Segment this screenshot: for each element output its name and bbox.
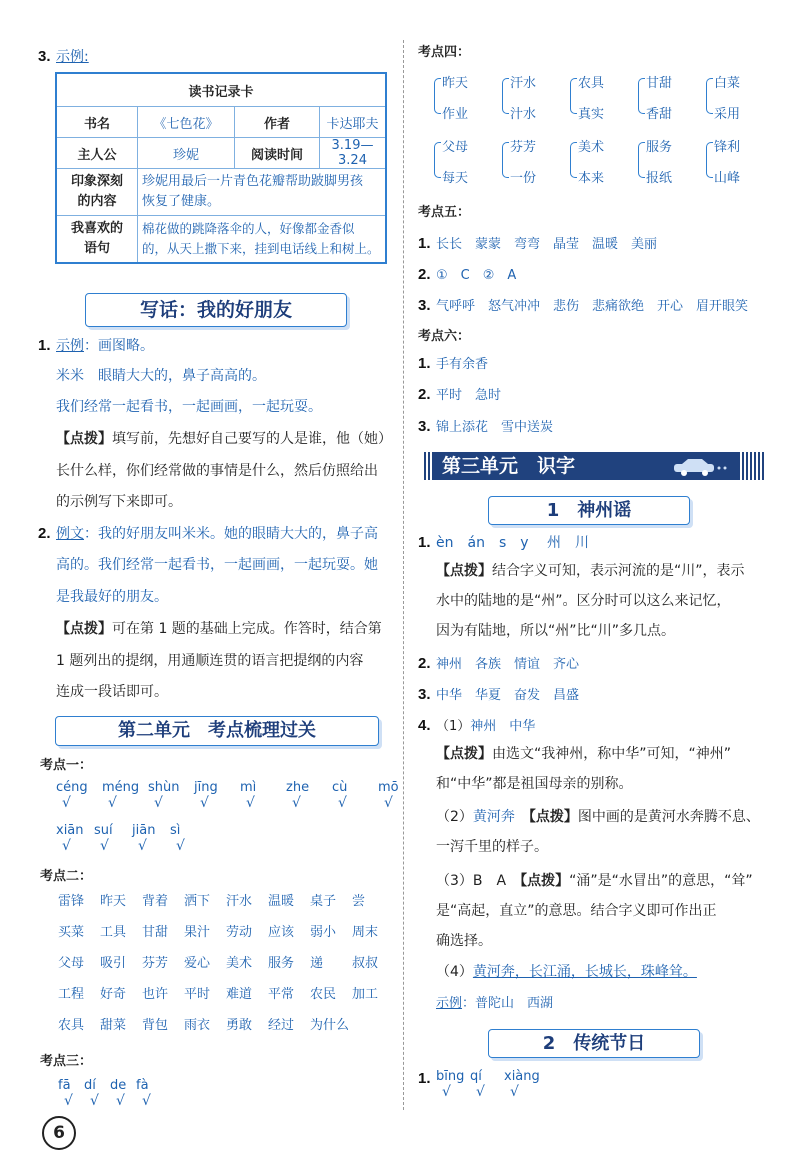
card-impress-value-1: 珍妮用最后一片青色花瓣帮助跛脚男孩	[142, 174, 364, 189]
kd4-word: 服务	[646, 140, 673, 155]
kd6-2: 平时 急时	[436, 388, 502, 403]
kd1-pinyin: jīng	[194, 780, 218, 795]
kd4-word: 汁水	[510, 107, 537, 122]
kd3-check-mark: √	[116, 1093, 125, 1109]
w1-head	[56, 337, 154, 355]
w1-tip-1: 填写前，先想好自己要写的人是谁，他（她）	[112, 431, 392, 447]
w2-line-2: 高的。我们经常一起看书，一起画画，一起玩耍。她	[56, 557, 378, 573]
kd2-word: 雨衣	[184, 1018, 211, 1033]
kd2-word: 好奇	[100, 987, 127, 1002]
kd4-word: 甘甜	[646, 76, 673, 91]
kd2-word: 昨天	[100, 894, 127, 909]
w2-line-3: 是我最好的朋友。	[56, 589, 168, 605]
kd4-word: 白菜	[714, 76, 741, 91]
kd6-2-number: 2.	[418, 386, 431, 403]
kd1-pinyin: mì	[240, 780, 257, 795]
card-author-value: 卡达耶夫	[320, 107, 387, 138]
s3-number: 3.	[418, 686, 431, 703]
kd2-word: 甘甜	[142, 925, 169, 940]
kd3-pinyin: de	[110, 1078, 127, 1093]
kd4-word: 美术	[578, 140, 605, 155]
kd1-check-mark: √	[176, 838, 185, 854]
s1-tip-line-1	[436, 562, 745, 580]
kd4-bracket	[706, 142, 713, 178]
kd4-label: 考点四：	[418, 45, 471, 60]
kd4-bracket	[502, 78, 509, 114]
kd5-1-number: 1.	[418, 235, 431, 252]
kd5-3-number: 3.	[418, 297, 431, 314]
s4-3-tip-line-3: 确选择。	[436, 933, 492, 949]
card-book-value: 《七色花》	[138, 107, 235, 138]
w1-tip-line-3: 的示例写下来即可。	[56, 494, 182, 510]
w2-number: 2.	[38, 525, 51, 542]
card-impress-label	[56, 169, 138, 216]
card-fav-value-1: 棉花做的跳降落伞的人，好像都金香似	[142, 221, 355, 236]
kd2-word: 农民	[310, 987, 337, 1002]
card-title: 读书记录卡	[56, 73, 386, 107]
kd3-check-mark: √	[90, 1093, 99, 1109]
s4-3-a: （3）B A	[436, 873, 507, 889]
column-divider	[403, 40, 404, 1110]
s4-2-tip-line-2: 一泻千里的样子。	[436, 839, 548, 855]
t1-check-mark: √	[442, 1084, 451, 1100]
s4-tip-line-2: 和“中华”都是祖国母亲的别称。	[436, 776, 633, 792]
kd6-1: 手有余香	[436, 357, 489, 372]
kd6-3-number: 3.	[418, 418, 431, 435]
t1-number: 1.	[418, 1070, 431, 1087]
kd2-word: 农具	[58, 1018, 85, 1033]
kd1-check-mark: √	[338, 795, 347, 811]
kd2-word: 甜菜	[100, 1018, 127, 1033]
card-fav-value-2: 的，从天上撒下来，挂到电话线上和树上。	[142, 241, 380, 256]
kd4-word: 锋利	[714, 140, 741, 155]
kd2-word: 周末	[352, 925, 379, 940]
kd2-word: 勇敢	[226, 1018, 253, 1033]
kd1-pinyin: cù	[332, 780, 348, 795]
reading-record-card	[55, 72, 387, 264]
kd1-check-mark: √	[62, 795, 71, 811]
kd1-check-mark: √	[100, 838, 109, 854]
w2-tip-1: 可在第 1 题的基础上完成。作答时，结合第	[112, 621, 382, 637]
w2-tip-tag: 【点拨】	[56, 621, 112, 637]
kd1-check-mark: √	[154, 795, 163, 811]
unit3-banner-title: 第三单元 识字	[442, 455, 576, 477]
s4-3-tip-tag: 【点拨】	[520, 873, 570, 889]
card-impress-label-2: 的内容	[77, 194, 117, 209]
card-author-label: 作者	[235, 107, 320, 138]
kd1-pinyin: mō	[378, 780, 399, 795]
s4-3-line-1	[436, 872, 753, 890]
kd2-word: 父母	[58, 956, 85, 971]
kd4-bracket	[570, 78, 577, 114]
kd4-word: 本来	[578, 171, 605, 186]
kd4-word: 采用	[714, 107, 741, 122]
s1-tip-tag: 【点拨】	[436, 563, 492, 579]
q3-number: 3.	[38, 48, 51, 65]
s4-2-line-1	[436, 808, 760, 826]
kd4-bracket	[706, 78, 713, 114]
kd2-word: 桌子	[310, 894, 337, 909]
w2-example-tag: 例文	[56, 526, 84, 542]
t1-check-mark: √	[510, 1084, 519, 1100]
kd4-word: 汗水	[510, 76, 537, 91]
card-impress-value	[138, 169, 387, 216]
kd4-bracket	[434, 142, 441, 178]
s4-1-a: （1）	[436, 719, 471, 734]
kd2-word: 美术	[226, 956, 253, 971]
kd5-label: 考点五：	[418, 205, 471, 220]
s4-3-tip-line-2: 是“高起，直立”的意思。结合字义即可作出正	[436, 903, 717, 919]
kd4-bracket	[434, 78, 441, 114]
card-hero-label: 主人公	[56, 138, 138, 169]
kd2-word: 吸引	[100, 956, 127, 971]
s4-2-tip-tag: 【点拨】	[528, 809, 578, 825]
s4-1-b: 神州 中华	[470, 719, 536, 734]
kd2-word: 汗水	[226, 894, 253, 909]
card-impress-value-2: 恢复了健康。	[142, 194, 221, 209]
kd2-word: 背着	[142, 894, 169, 909]
kd5-3: 气呼呼 怒气冲冲 悲伤 悲痛欲绝 开心 眉开眼笑	[436, 299, 749, 314]
kd3-label: 考点三：	[40, 1054, 93, 1069]
kd1-check-mark: √	[138, 838, 147, 854]
kd2-word: 工具	[100, 925, 127, 940]
kd2-word: 弱小	[310, 925, 337, 940]
kd1-pinyin: suí	[94, 823, 113, 838]
card-time-value: 3.19—3.24	[320, 138, 387, 169]
kd3-check-mark: √	[64, 1093, 73, 1109]
kd4-word: 芬芳	[510, 140, 537, 155]
kd2-word: 加工	[352, 987, 379, 1002]
t1-pinyin: qí	[470, 1069, 482, 1084]
car-icon	[672, 458, 728, 476]
s1-tip-line-2: 水中的陆地的是“州”。区分时可以这么来记忆，	[436, 593, 731, 609]
s1-tip-line-3: 因为有陆地，所以“州”比“川”多几点。	[436, 623, 676, 639]
kd5-1: 长长 蒙蒙 弯弯 晶莹 温暖 美丽	[436, 237, 658, 252]
kd1-pinyin: shùn	[148, 780, 180, 795]
card-fav-value	[138, 216, 387, 264]
w2-tip-line-2: 1 题列出的提纲，用通顺连贯的语言把提纲的内容	[56, 653, 364, 669]
kd4-word: 真实	[578, 107, 605, 122]
kd4-word: 香甜	[646, 107, 673, 122]
s4-3-tip-1: “涌”是“水冒出”的意思，“耸”	[569, 873, 753, 889]
kd3-pinyin: fà	[136, 1078, 149, 1093]
kd2-word: 也许	[142, 987, 169, 1002]
kd2-word: 雷锋	[58, 894, 85, 909]
unit3-banner-stripes-left	[424, 452, 432, 480]
kd1-pinyin: zhe	[286, 780, 310, 795]
kd1-pinyin: méng	[102, 780, 140, 795]
s2-number: 2.	[418, 655, 431, 672]
kd2-word: 爱心	[184, 956, 211, 971]
kd2-word: 工程	[58, 987, 85, 1002]
kd3-check-mark: √	[142, 1093, 151, 1109]
card-hero-value: 珍妮	[138, 138, 235, 169]
s1-tip-1: 结合字义可知，表示河流的是“川”，表示	[492, 563, 745, 579]
kd1-pinyin: sì	[170, 823, 181, 838]
t1-pinyin: bīng	[436, 1069, 465, 1084]
card-impress-label-1: 印象深刻	[70, 174, 123, 189]
unit3-banner-stripes-right	[738, 452, 764, 480]
w1-head-text: ：画图略。	[84, 338, 154, 354]
s4-4-b: 黄河奔，长江涌，长城长，珠峰耸。	[472, 964, 697, 980]
kd3-pinyin: dí	[84, 1078, 96, 1093]
kd2-word: 服务	[268, 956, 295, 971]
s4-number: 4.	[418, 717, 431, 734]
s4-tip-1: 由选文“我神州，称中华”可知，“神州”	[492, 746, 732, 762]
w1-example-tag: 示例	[56, 338, 84, 354]
card-fav-label	[56, 216, 138, 264]
kd2-word: 洒下	[184, 894, 211, 909]
card-fav-label-2: 语句	[83, 241, 110, 256]
kd5-2: ① C ② A	[436, 268, 517, 283]
s2: 神州 各族 情谊 齐心	[436, 657, 580, 672]
s4-tip-line-1	[436, 745, 731, 763]
s1-pinyin: èn án s y 州 川	[436, 535, 589, 551]
kd4-word: 农具	[578, 76, 605, 91]
s4-2-b: 黄河奔	[472, 809, 515, 825]
kd2-word: 果汁	[184, 925, 211, 940]
kd1-check-mark: √	[62, 838, 71, 854]
s4-2-tip-1: 图中画的是黄河水奔腾不息、	[577, 809, 760, 825]
card-time-label: 阅读时间	[235, 138, 320, 169]
w2-tip-line-1	[56, 620, 382, 638]
kd1-check-mark: √	[200, 795, 209, 811]
s4-example-line	[436, 995, 553, 1012]
kd4-word: 山峰	[714, 171, 741, 186]
kd2-word: 递	[310, 956, 324, 971]
kd5-2-number: 2.	[418, 266, 431, 283]
w1-tip-tag: 【点拨】	[56, 431, 112, 447]
kd4-word: 每天	[442, 171, 469, 186]
s4-1	[436, 718, 535, 735]
w1-line-2: 我们经常一起看书，一起画画，一起玩耍。	[56, 399, 322, 415]
w1-number: 1.	[38, 337, 51, 354]
unit3-banner-bar	[424, 452, 764, 480]
kd4-bracket	[570, 142, 577, 178]
s4-4-a: （4）	[436, 964, 473, 980]
kd4-word: 昨天	[442, 76, 469, 91]
kd4-bracket	[638, 78, 645, 114]
kd2-word: 买菜	[58, 925, 85, 940]
banner-writing: 写话：我的好朋友	[85, 293, 347, 327]
kd4-bracket	[638, 142, 645, 178]
s4-tip-tag: 【点拨】	[436, 746, 492, 762]
kd2-word: 难道	[226, 987, 253, 1002]
kd1-check-mark: √	[246, 795, 255, 811]
card-book-label: 书名	[56, 107, 138, 138]
kd6-label: 考点六：	[418, 329, 471, 344]
kd2-word: 叔叔	[352, 956, 379, 971]
kd6-3: 锦上添花 雪中送炭	[436, 420, 554, 435]
kd1-label: 考点一：	[40, 758, 93, 773]
kd1-pinyin: céng	[56, 780, 88, 795]
s4-4-line	[436, 963, 697, 981]
kd2-label: 考点二：	[40, 869, 93, 884]
q3-example-tag: 示例:	[56, 49, 89, 65]
t1-pinyin: xiàng	[504, 1069, 540, 1084]
w2-head	[56, 525, 378, 543]
s3: 中华 华夏 奋发 昌盛	[436, 688, 580, 703]
kd2-word: 平常	[268, 987, 295, 1002]
page-number: 6	[42, 1116, 76, 1150]
kd4-word: 报纸	[646, 171, 673, 186]
s1-number: 1.	[418, 534, 431, 551]
kd1-pinyin: jiān	[132, 823, 156, 838]
w2-line-1: ：我的好朋友叫米米。她的眼睛大大的，鼻子高	[84, 526, 378, 542]
kd1-check-mark: √	[108, 795, 117, 811]
w1-tip-line-2: 长什么样，你们经常做的事情是什么，然后仿照给出	[56, 463, 378, 479]
banner-unit2: 第二单元 考点梳理过关	[55, 716, 379, 746]
kd1-check-mark: √	[384, 795, 393, 811]
kd1-check-mark: √	[292, 795, 301, 811]
kd4-word: 一份	[510, 171, 537, 186]
card-fav-label-1: 我喜欢的	[70, 221, 123, 236]
kd2-word: 平时	[184, 987, 211, 1002]
kd4-word: 父母	[442, 140, 469, 155]
kd3-pinyin: fā	[58, 1078, 71, 1093]
kd2-word: 为什么	[310, 1018, 350, 1033]
kd2-word: 应该	[268, 925, 295, 940]
kd1-pinyin: xiān	[56, 823, 84, 838]
kd6-1-number: 1.	[418, 355, 431, 372]
kd2-word: 芬芳	[142, 956, 169, 971]
s4-example: ：普陀山 西湖	[462, 996, 554, 1011]
w2-tip-line-3: 连成一段话即可。	[56, 684, 168, 700]
w1-line-1: 米米 眼睛大大的，鼻子高高的。	[56, 368, 266, 384]
kd2-word: 温暖	[268, 894, 295, 909]
kd4-bracket	[502, 142, 509, 178]
lesson2-banner: 2 传统节日	[488, 1029, 700, 1058]
w1-tip-line-1	[56, 430, 396, 448]
s4-example-tag: 示例	[436, 996, 463, 1011]
lesson1-banner: 1 神州谣	[488, 496, 690, 525]
s4-2-a: （2）	[436, 809, 473, 825]
t1-check-mark: √	[476, 1084, 485, 1100]
kd2-word: 劳动	[226, 925, 253, 940]
kd2-word: 经过	[268, 1018, 295, 1033]
kd2-word: 尝	[352, 894, 366, 909]
kd2-word: 背包	[142, 1018, 169, 1033]
kd4-word: 作业	[442, 107, 469, 122]
